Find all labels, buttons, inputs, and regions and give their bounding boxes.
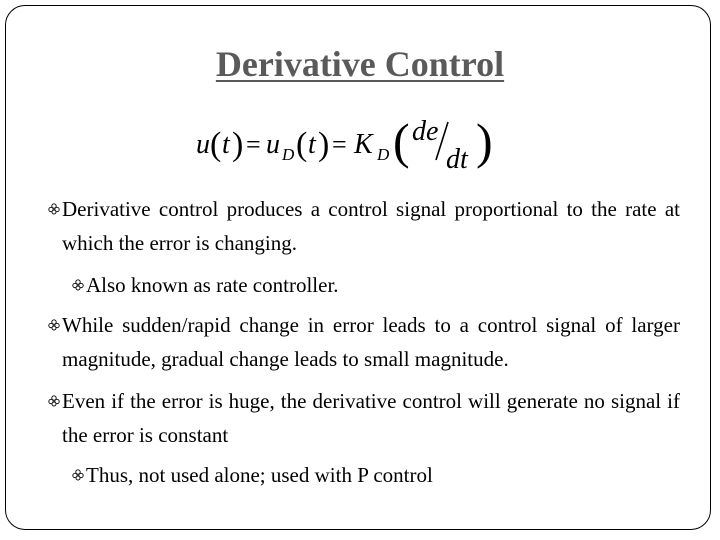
flower-bullet-icon: [72, 268, 84, 302]
flower-bullet-icon: [48, 384, 60, 418]
bullet-item-5: [86, 458, 676, 492]
bullet-text-3: While sudden/rapid change in error leads to a control signal of larger magnitude, gradual change leads to small magnitude.: [62, 313, 680, 371]
derivative-formula: [190, 108, 500, 178]
formula-big-paren-close: ): [476, 113, 493, 169]
formula-paren-close: ): [232, 126, 244, 163]
formula-big-paren-open: (: [393, 113, 410, 169]
formula-uD-sub: D: [282, 145, 295, 164]
formula-K: K: [354, 129, 373, 160]
bullet-item-4: [62, 384, 680, 452]
flower-bullet-icon: [48, 308, 60, 342]
formula-u: u: [196, 129, 210, 160]
bullet-text-1: Derivative control produces a control signal proportional to the rate at which the error is changing.: [62, 197, 680, 255]
formula-t-2: t: [308, 129, 316, 160]
formula-uD: u: [266, 129, 280, 160]
formula-paren-open-2: (: [296, 126, 308, 163]
formula-de: de: [412, 116, 439, 147]
flower-bullet-icon: [72, 458, 84, 492]
bullet-text-5: Thus, not used alone; used with P control: [86, 463, 433, 487]
formula-equals-1: =: [246, 130, 261, 159]
bullet-item-2: [86, 268, 676, 302]
slide-title: Derivative Control: [215, 44, 505, 84]
formula-paren-close-2: ): [318, 126, 330, 163]
formula-dt: dt: [446, 144, 468, 175]
bullet-item-1: [62, 192, 680, 260]
formula-K-sub: D: [377, 145, 390, 164]
formula-paren-open: (: [210, 126, 222, 163]
flower-bullet-icon: [48, 192, 60, 226]
formula-equals-2: =: [332, 130, 347, 159]
formula-t: t: [222, 129, 230, 160]
bullet-item-3: [62, 308, 680, 376]
bullet-text-2: Also known as rate controller.: [86, 273, 339, 297]
bullet-text-4: Even if the error is huge, the derivative control will generate no signal if the error is constant: [62, 389, 680, 447]
